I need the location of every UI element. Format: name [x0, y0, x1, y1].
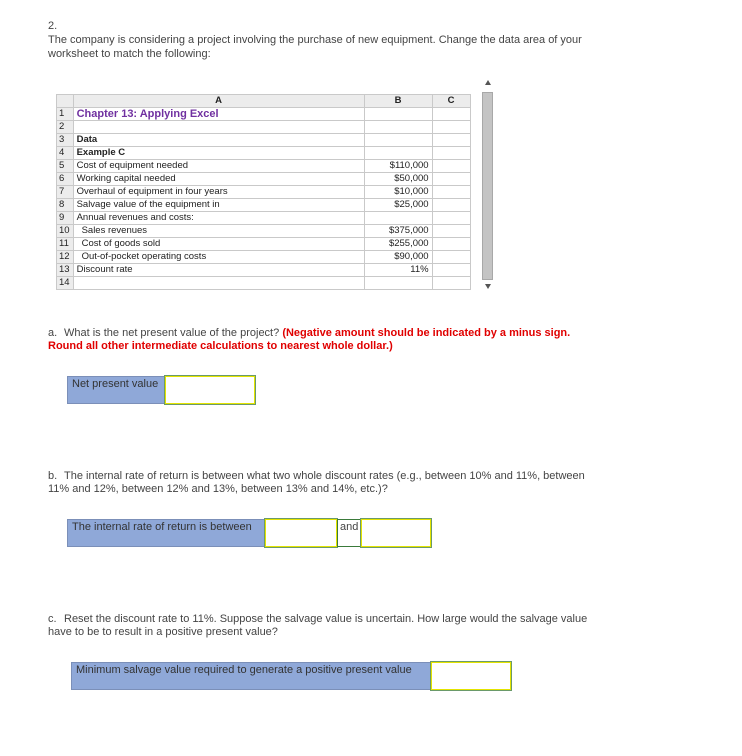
cell-c[interactable]	[432, 238, 470, 251]
cell-a[interactable]: Out-of-pocket operating costs	[73, 251, 364, 264]
cell-b[interactable]: $10,000	[364, 186, 432, 199]
question-a-note: (Negative amount should be indicated by a minus sign. Round all other intermediate calculations to nearest whole dollar.)	[48, 327, 571, 352]
row-number: 7	[57, 186, 74, 199]
sheet-row	[57, 147, 471, 160]
sheet-row	[57, 160, 471, 173]
sheet-row	[57, 264, 471, 277]
cell-b[interactable]	[364, 108, 432, 121]
row-number: 1	[57, 108, 74, 121]
cell-c[interactable]	[432, 277, 470, 290]
cell-a[interactable]: Cost of goods sold	[73, 238, 364, 251]
cell-b[interactable]: $110,000	[364, 160, 432, 173]
row-number: 13	[57, 264, 74, 277]
npv-input[interactable]	[165, 376, 255, 404]
cell-a[interactable]: Example C	[73, 147, 364, 160]
cell-c[interactable]	[432, 160, 470, 173]
question-a-bullet: a.	[48, 327, 58, 339]
sheet-row	[57, 199, 471, 212]
question-c-text: Reset the discount rate to 11%. Suppose the salvage value is uncertain. How large would the salvage value have to be to result in a positive present value?	[48, 613, 588, 638]
cell-a[interactable]: Working capital needed	[73, 173, 364, 186]
column-header-a: A	[73, 95, 364, 108]
row-number: 11	[57, 238, 74, 251]
cell-a[interactable]: Annual revenues and costs:	[73, 212, 364, 225]
sheet-row	[57, 121, 471, 134]
cell-b[interactable]	[364, 212, 432, 225]
scroll-down-arrow-icon[interactable]	[485, 284, 491, 289]
row-number: 10	[57, 225, 74, 238]
cell-b[interactable]: $90,000	[364, 251, 432, 264]
question-intro: The company is considering a project involving the purchase of new equipment. Change the data area of your worksheet to match the following:	[48, 34, 582, 60]
cell-c[interactable]	[432, 147, 470, 160]
row-number: 9	[57, 212, 74, 225]
worksheet-body	[57, 108, 471, 290]
cell-c[interactable]	[432, 121, 470, 134]
cell-a[interactable]: Cost of equipment needed	[73, 160, 364, 173]
row-number: 2	[57, 121, 74, 134]
cell-a[interactable]: Discount rate	[73, 264, 364, 277]
cell-c[interactable]	[432, 264, 470, 277]
cell-b[interactable]	[364, 277, 432, 290]
cell-a[interactable]	[73, 277, 364, 290]
cell-a[interactable]	[73, 121, 364, 134]
sheet-row	[57, 225, 471, 238]
cell-c[interactable]	[432, 251, 470, 264]
scroll-up-arrow-icon[interactable]	[485, 80, 491, 85]
cell-b[interactable]: $50,000	[364, 173, 432, 186]
cell-b[interactable]	[364, 147, 432, 160]
min-salvage-label: Minimum salvage value required to generate a positive present value	[71, 662, 431, 690]
cell-b[interactable]: $255,000	[364, 238, 432, 251]
cell-c[interactable]	[432, 199, 470, 212]
question-c	[48, 613, 588, 639]
sheet-row	[57, 238, 471, 251]
cell-b[interactable]: $375,000	[364, 225, 432, 238]
irr-lower-input[interactable]	[265, 519, 337, 547]
sheet-row	[57, 212, 471, 225]
corner-cell	[57, 95, 74, 108]
sheet-row	[57, 134, 471, 147]
sheet-row	[57, 173, 471, 186]
cell-a[interactable]: Sales revenues	[73, 225, 364, 238]
row-number: 5	[57, 160, 74, 173]
row-number: 3	[57, 134, 74, 147]
worksheet-table	[56, 94, 471, 290]
cell-b[interactable]	[364, 134, 432, 147]
cell-c[interactable]	[432, 225, 470, 238]
question-b-bullet: b.	[48, 470, 58, 482]
row-number: 6	[57, 173, 74, 186]
column-header-row	[57, 95, 471, 108]
row-number: 12	[57, 251, 74, 264]
sheet-row	[57, 277, 471, 290]
sheet-row	[57, 251, 471, 264]
irr-and-label: and	[337, 519, 361, 547]
cell-a[interactable]: Overhaul of equipment in four years	[73, 186, 364, 199]
cell-c[interactable]	[432, 173, 470, 186]
question-c-bullet: c.	[48, 613, 57, 625]
column-header-c: C	[432, 95, 470, 108]
irr-upper-input[interactable]	[361, 519, 431, 547]
cell-b[interactable]: $25,000	[364, 199, 432, 212]
sheet-row	[57, 186, 471, 199]
question-number: 2.	[48, 20, 58, 32]
row-number: 8	[57, 199, 74, 212]
scrollbar-thumb[interactable]	[482, 92, 493, 280]
cell-c[interactable]	[432, 186, 470, 199]
column-header-b: B	[364, 95, 432, 108]
min-salvage-input[interactable]	[431, 662, 511, 690]
question-b-text: The internal rate of return is between what two whole discount rates (e.g., between 10% and 11%, between 11% and 12%, between 12% and 13%, between 13% and 14%, etc.)?	[48, 470, 585, 495]
npv-label: Net present value	[67, 376, 165, 404]
irr-label: The internal rate of return is between	[67, 519, 265, 547]
question-a-text: What is the net present value of the project?	[64, 327, 280, 339]
cell-c[interactable]	[432, 212, 470, 225]
cell-b[interactable]	[364, 121, 432, 134]
question-b	[48, 470, 608, 496]
cell-a[interactable]: Data	[73, 134, 364, 147]
cell-a[interactable]: Chapter 13: Applying Excel	[73, 108, 364, 121]
cell-c[interactable]	[432, 134, 470, 147]
cell-b[interactable]: 11%	[364, 264, 432, 277]
row-number: 4	[57, 147, 74, 160]
row-number: 14	[57, 277, 74, 290]
question-a	[48, 327, 608, 353]
cell-a[interactable]: Salvage value of the equipment in	[73, 199, 364, 212]
cell-c[interactable]	[432, 108, 470, 121]
sheet-row	[57, 108, 471, 121]
